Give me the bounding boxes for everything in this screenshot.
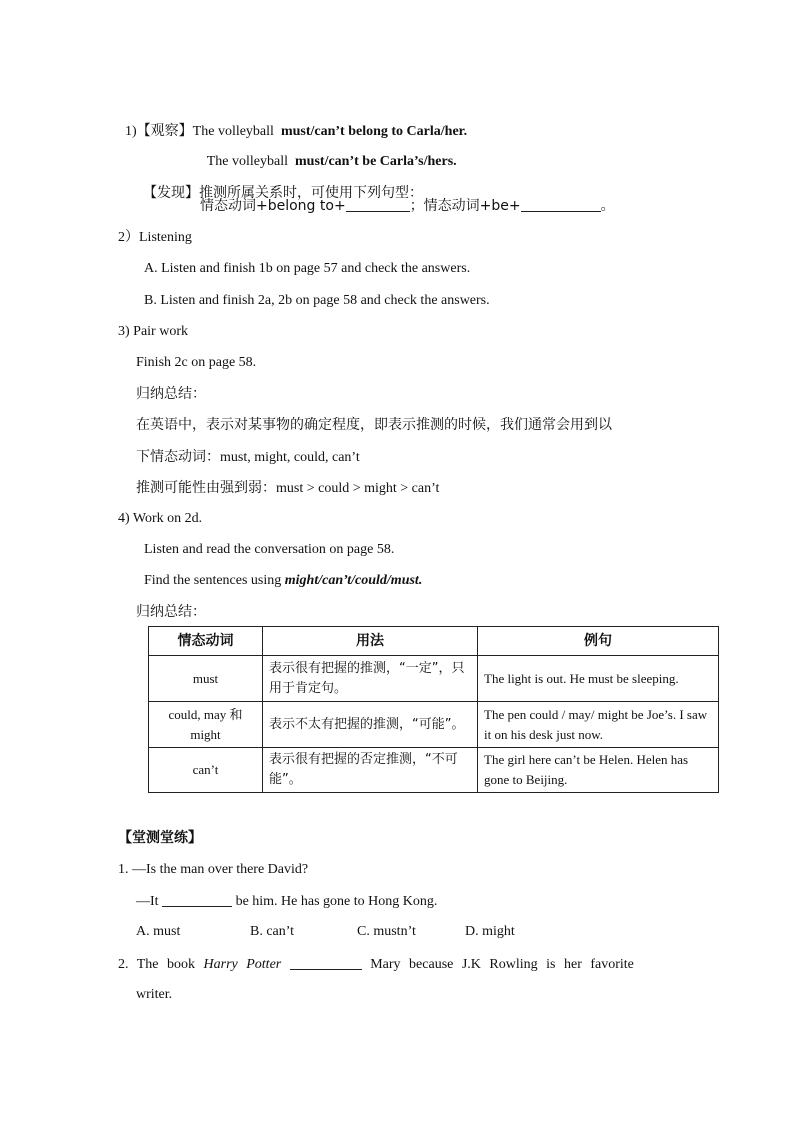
observe-tag: 【观察】 — [136, 123, 193, 139]
pattern-blank-1[interactable] — [346, 197, 410, 212]
section-2-title: 2）Listening — [118, 230, 192, 245]
table-cell-usage: 表示不太有把握的推测，“可能”。 — [263, 702, 478, 748]
table-cell-example: The girl here can’t be Helen. Helen has gone to Beijing. — [478, 748, 719, 793]
summary-line-2-cn: 下情态动词： — [136, 449, 220, 465]
observe-sentence-2-plain: The volleyball — [206, 154, 292, 169]
modal-verb-table — [148, 626, 719, 793]
section-4-title: 4) Work on 2d. — [118, 511, 203, 526]
table-cell-usage: 表示很有把握的推测，“一定”，只用于肯定句。 — [263, 656, 478, 702]
summary-line-2-en: must, might, could, can’t — [220, 450, 360, 465]
summary-line-3-cn: 推测可能性由强到弱： — [136, 480, 276, 496]
summary-label-1: 归纳总结： — [136, 386, 206, 402]
table-cell-example: The light is out. He must be sleeping. — [478, 656, 719, 702]
q1-option-a: A. must — [136, 924, 181, 939]
table-cell-example: The pen could / may/ might be Joe’s. I saw it on his desk just now. — [478, 702, 719, 748]
table-cell-verb: can’t — [149, 748, 263, 793]
work-task-1: Listen and read the conversation on page 58. — [144, 542, 395, 557]
summary-line-1: 在英语中，表示对某事物的确定程度，即表示推测的时候，我们通常会用到以 — [136, 417, 612, 433]
question-1-answer-line — [136, 892, 437, 911]
section-3-title: 3) Pair work — [118, 324, 188, 339]
pattern-blank-2[interactable] — [521, 197, 601, 212]
find-tag: 【发现】 — [143, 185, 199, 201]
q1-option-b: B. can’t — [250, 924, 295, 939]
section-1-number: 1) — [125, 124, 137, 139]
work-task-2-italic: might/can’t/could/must. — [284, 573, 423, 588]
question-2-continuation: writer. — [136, 987, 173, 1002]
table-row — [149, 702, 719, 748]
pattern-end: 。 — [600, 198, 615, 214]
q2-answer-blank[interactable] — [290, 955, 362, 970]
table-header-row — [149, 627, 719, 656]
table-header-usage: 用法 — [263, 627, 478, 656]
pattern-b: ；情态动词+be+ — [409, 198, 521, 214]
table-header-verb: 情态动词 — [149, 627, 263, 656]
q1-answer-blank[interactable] — [162, 892, 232, 907]
q2-book-title: Harry Potter — [203, 957, 282, 972]
summary-line-3-en: must > could > might > can’t — [276, 481, 440, 496]
listening-task-a: A. Listen and finish 1b on page 57 and check the answers. — [144, 261, 471, 276]
table-row — [149, 748, 719, 793]
q2-pre: 2. The book — [118, 957, 204, 972]
pair-work-task: Finish 2c on page 58. — [136, 355, 257, 370]
table-row — [149, 656, 719, 702]
work-task-2-plain: Find the sentences using — [144, 573, 285, 588]
observe-sentence-2-bold: must/can’t be Carla’s/hers. — [295, 154, 457, 169]
find-text: 推测所属关系时，可使用下列句型： — [199, 185, 423, 201]
summary-line-2 — [136, 448, 360, 467]
pattern-a: 情态动词+belong to+ — [200, 198, 346, 214]
question-2 — [118, 955, 634, 974]
q1-answer-pre: —It — [136, 894, 163, 909]
work-task-2 — [144, 572, 422, 590]
summary-line-3 — [136, 479, 439, 498]
q1-option-c: C. mustn’t — [357, 924, 416, 939]
table-header-example: 例句 — [478, 627, 719, 656]
question-1: 1. —Is the man over there David? — [118, 862, 309, 877]
listening-task-b: B. Listen and finish 2a, 2b on page 58 and check the answers. — [144, 293, 490, 308]
table-cell-verb: could, may 和 might — [149, 702, 263, 748]
q1-option-d: D. might — [465, 924, 515, 939]
practice-heading: 【堂测堂练】 — [118, 830, 202, 846]
summary-label-2: 归纳总结： — [136, 604, 206, 620]
q2-post: Mary because J.K Rowling is her favorite — [361, 957, 634, 972]
q1-answer-post: be him. He has gone to Hong Kong. — [232, 894, 438, 909]
pattern-line — [200, 197, 615, 215]
table-cell-usage: 表示很有把握的否定推测，“不可能”。 — [263, 748, 478, 793]
table-cell-verb: must — [149, 656, 263, 702]
observe-sentence-1-plain: The volleyball — [192, 124, 278, 139]
observe-sentence-1-bold: must/can’t belong to Carla/her. — [280, 124, 468, 139]
